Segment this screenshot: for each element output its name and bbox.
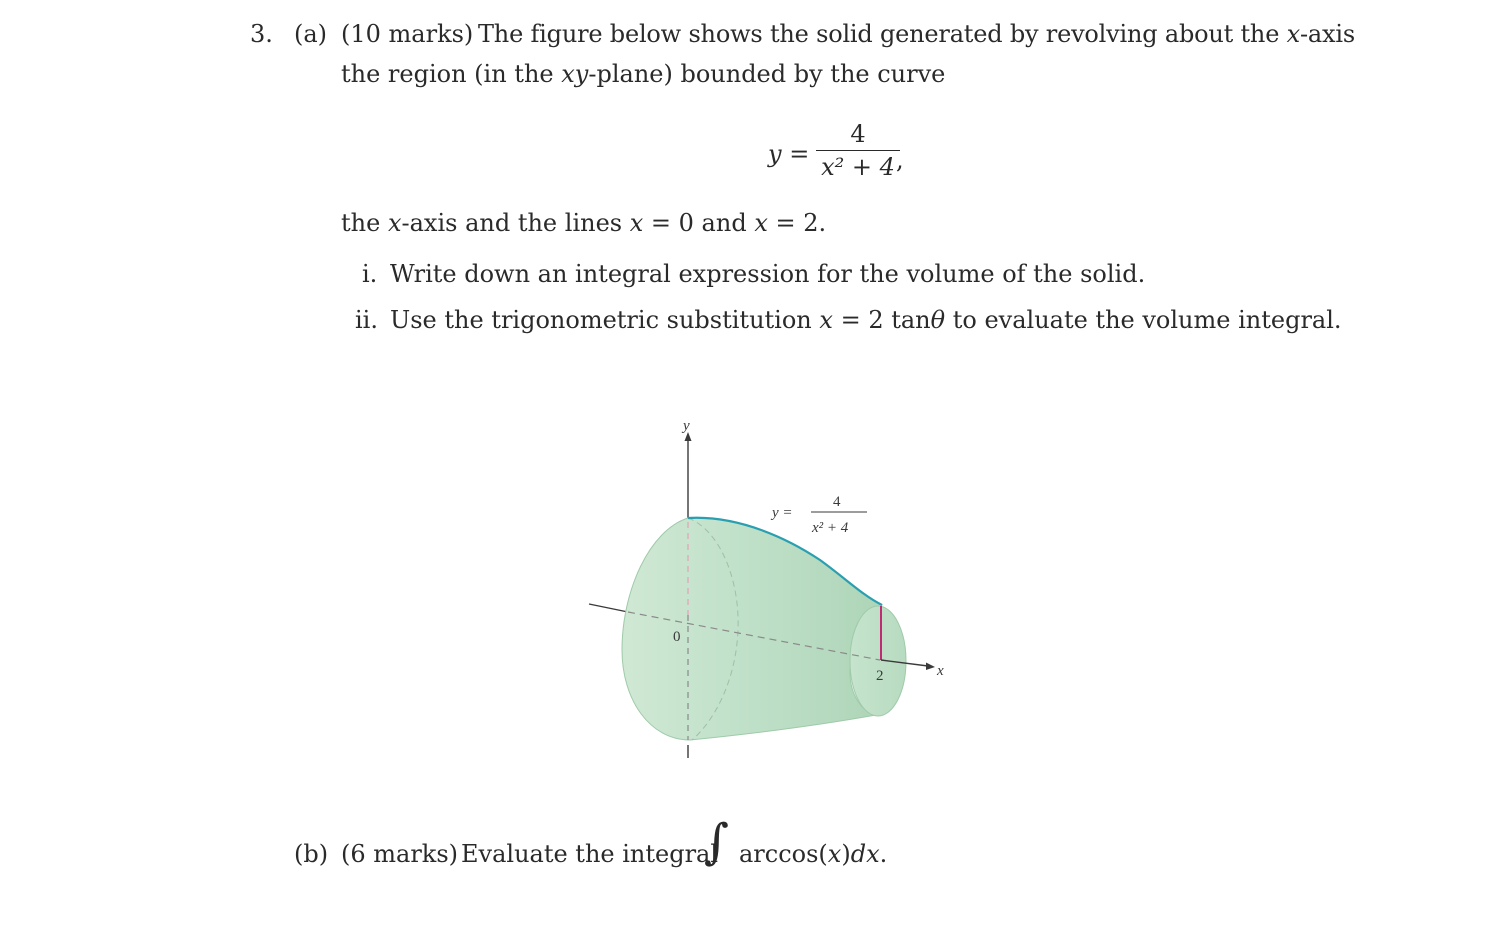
x-end-label: 2 [876, 668, 884, 684]
equation-lhs: y = [768, 140, 810, 168]
part-a-marks: (10 marks) [341, 20, 474, 48]
item-ii-text: Use the trigonometric substitution x = 2 tanθ to evaluate the volume integral. [390, 306, 1342, 334]
item-ii-label: ii. [355, 306, 378, 334]
origin-label: 0 [673, 629, 681, 645]
part-b-marks: (6 marks) [341, 840, 459, 868]
y-axis-label: y [683, 418, 690, 434]
item-i-label: i. [362, 260, 378, 288]
equation-denominator: x² + 4 [816, 150, 900, 181]
part-b-text: Evaluate the integral [461, 840, 719, 868]
problem-number: 3. [250, 20, 273, 48]
integral-sign: ∫ [704, 814, 730, 870]
curve-label-lhs: y = [772, 505, 793, 521]
part-a-label: (a) [294, 20, 328, 48]
curve-label-num: 4 [833, 494, 841, 510]
x-axis-label: x [937, 663, 944, 679]
part-a-line1: The figure below shows the solid generated by revolving about the x-axis [478, 20, 1355, 48]
end-cap [850, 606, 906, 716]
item-i-text: Write down an integral expression for the volume of the solid. [390, 260, 1146, 288]
curve-label-den: x² + 4 [812, 520, 849, 536]
solid-body [622, 518, 882, 740]
equation-comma: , [896, 146, 904, 174]
part-a-line2: the region (in the xy-plane) bounded by the curve [341, 60, 946, 88]
x-axis-left [589, 604, 628, 612]
equation-numerator: 4 [850, 120, 866, 148]
equation-fraction [816, 120, 900, 181]
part-b-label: (b) [294, 840, 329, 868]
integrand: arccos(x)dx. [739, 840, 888, 868]
solid-of-revolution-figure [570, 410, 970, 770]
x-axis-arrow [926, 663, 935, 671]
part-a-line3: the x-axis and the lines x = 0 and x = 2. [341, 209, 827, 237]
